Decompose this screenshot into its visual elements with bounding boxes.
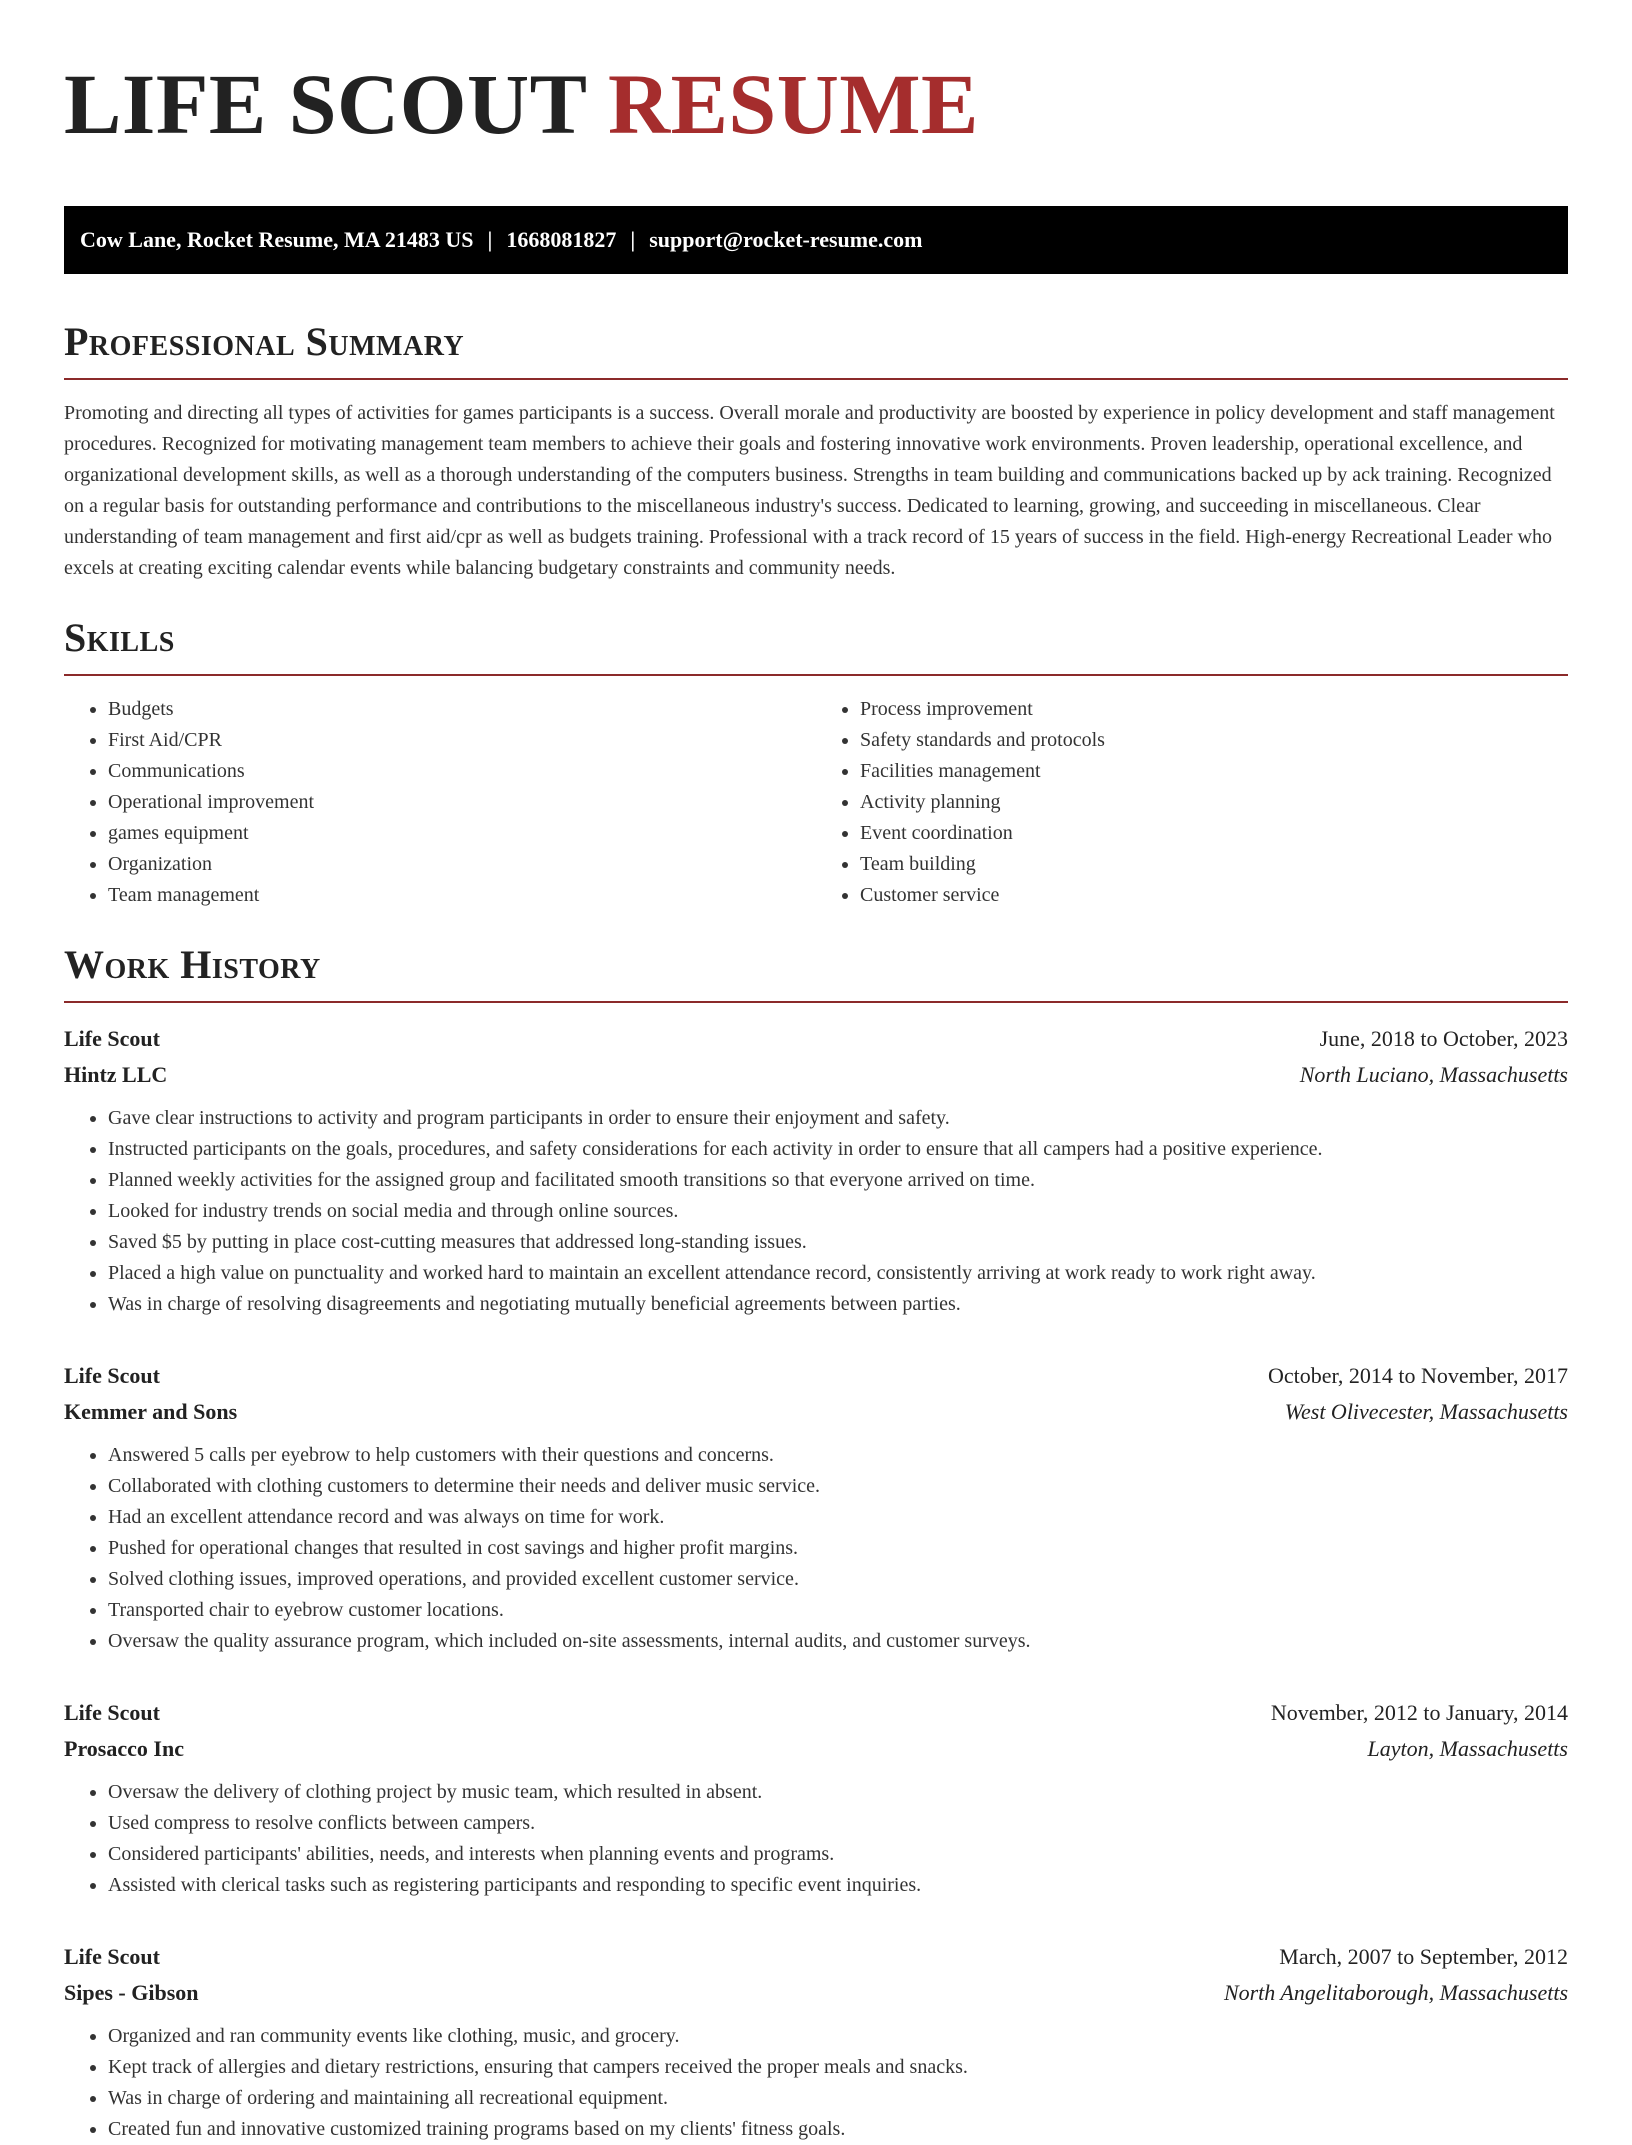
job-company: Kemmer and Sons	[64, 1399, 238, 1424]
summary-text: Promoting and directing all types of activities for games participants is a success. Overall morale and productivity are boosted by experience in policy development and staff management procedures. Recognized for motivating management team members to achieve their goals and fostering innovative work environments. Proven leadership, operational excellence, and organizational development skills, as well as a thorough understanding of the computers business. Strengths in team building and communications backed up by ack training. Recognized on a regular basis for outstanding performance and contributions to the miscellaneous industry's success. Dedicated to learning, growing, and succeeding in miscellaneous. Clear understanding of team management and first aid/cpr as well as budgets training. Professional with a track record of 15 years of success in the field. High-energy Recreational Leader who excels at creating exciting calendar events while balancing budgetary constraints and community needs.	[64, 402, 1555, 579]
job-duty: • Oversaw the delivery of clothing project by music team, which resulted in absent.	[108, 1777, 1568, 1808]
title-name: LIFE SCOUT	[64, 56, 586, 152]
contact-email: support@rocket-resume.com	[649, 227, 923, 252]
job-entry	[64, 1358, 1568, 1657]
job-header-row	[64, 1358, 1568, 1394]
job-duty: • Gave clear instructions to activity and program participants in order to ensure their enjoyment and safety.	[108, 1103, 1568, 1134]
contact-address: Cow Lane, Rocket Resume, MA 21483 US	[80, 227, 474, 252]
contact-separator: |	[630, 227, 636, 252]
skill-item: • Team management	[108, 880, 816, 911]
job-location: Layton, Massachusetts	[1367, 1736, 1568, 1761]
section-divider	[64, 674, 1568, 676]
job-duty: • Instructed participants on the goals, procedures, and safety considerations for each activity in order to ensure that all campers had a positive experience.	[108, 1134, 1568, 1165]
skill-item: • Safety standards and protocols	[860, 725, 1568, 756]
contact-separator: |	[487, 227, 493, 252]
job-role: Life Scout	[64, 1363, 160, 1388]
job-dates: June, 2018 to October, 2023	[1319, 1026, 1568, 1051]
skills-list-left	[64, 694, 816, 911]
job-duty: • Oversaw the quality assurance program, which included on-site assessments, internal audits, and customer surveys.	[108, 1626, 1568, 1657]
job-header-row	[64, 1939, 1568, 1975]
skill-item: • Process improvement	[860, 694, 1568, 725]
skill-item: • Event coordination	[860, 818, 1568, 849]
job-dates: March, 2007 to September, 2012	[1279, 1944, 1568, 1969]
job-entry	[64, 1021, 1568, 1320]
job-role: Life Scout	[64, 1944, 160, 1969]
job-role: Life Scout	[64, 1700, 160, 1725]
job-duty: • Solved clothing issues, improved operations, and provided excellent customer service.	[108, 1564, 1568, 1595]
skill-item: • Team building	[860, 849, 1568, 880]
job-duty: • Assisted with clerical tasks such as registering participants and responding to specific event inquiries.	[108, 1870, 1568, 1901]
skills-heading: Skills	[64, 615, 175, 660]
job-duty: • Collaborated with clothing customers to determine their needs and deliver music service.	[108, 1471, 1568, 1502]
job-location: West Olivecester, Massachusetts	[1284, 1399, 1568, 1424]
skills-columns	[64, 694, 1568, 911]
skill-item: • First Aid/CPR	[108, 725, 816, 756]
section-divider	[64, 378, 1568, 380]
job-subheader-row	[64, 1975, 1568, 2011]
job-duty: • Considered participants' abilities, needs, and interests when planning events and programs.	[108, 1839, 1568, 1870]
job-subheader-row	[64, 1731, 1568, 1767]
job-entry	[64, 1939, 1568, 2145]
section-divider	[64, 1001, 1568, 1003]
job-duty: • Transported chair to eyebrow customer locations.	[108, 1595, 1568, 1626]
job-role: Life Scout	[64, 1026, 160, 1051]
job-duty: • Had an excellent attendance record and was always on time for work.	[108, 1502, 1568, 1533]
job-company: Prosacco Inc	[64, 1736, 184, 1761]
job-duties-list	[64, 2021, 1568, 2145]
job-duties-list	[64, 1440, 1568, 1657]
skills-list-right	[816, 694, 1568, 911]
job-duties-list	[64, 1103, 1568, 1320]
contact-bar	[64, 206, 1568, 274]
job-subheader-row	[64, 1394, 1568, 1430]
job-duty: • Looked for industry trends on social media and through online sources.	[108, 1196, 1568, 1227]
job-location: North Angelitaborough, Massachusetts	[1223, 1980, 1568, 2005]
skill-item: • games equipment	[108, 818, 816, 849]
job-entry	[64, 1695, 1568, 1901]
skill-item: • Budgets	[108, 694, 816, 725]
contact-phone: 1668081827	[506, 227, 617, 252]
job-subheader-row	[64, 1057, 1568, 1093]
job-duty: • Placed a high value on punctuality and worked hard to maintain an excellent attendance record, consistently arriving at work ready to work right away.	[108, 1258, 1568, 1289]
job-duty: • Organized and ran community events like clothing, music, and grocery.	[108, 2021, 1568, 2052]
job-header-row	[64, 1695, 1568, 1731]
skill-item: • Communications	[108, 756, 816, 787]
job-header-row	[64, 1021, 1568, 1057]
skill-item: • Activity planning	[860, 787, 1568, 818]
resume-title	[64, 56, 1568, 152]
job-duties-list	[64, 1777, 1568, 1901]
job-duty: • Created fun and innovative customized training programs based on my clients' fitness goals.	[108, 2114, 1568, 2145]
skill-item: • Operational improvement	[108, 787, 816, 818]
job-dates: November, 2012 to January, 2014	[1270, 1700, 1568, 1725]
job-duty: • Was in charge of ordering and maintaining all recreational equipment.	[108, 2083, 1568, 2114]
skill-item: • Customer service	[860, 880, 1568, 911]
job-location: North Luciano, Massachusetts	[1299, 1062, 1568, 1087]
job-duty: • Kept track of allergies and dietary restrictions, ensuring that campers received the proper meals and snacks.	[108, 2052, 1568, 2083]
title-resume-word: RESUME	[607, 56, 979, 152]
job-duty: • Pushed for operational changes that resulted in cost savings and higher profit margins.	[108, 1533, 1568, 1564]
job-dates: October, 2014 to November, 2017	[1267, 1363, 1568, 1388]
skill-item: • Facilities management	[860, 756, 1568, 787]
job-company: Sipes - Gibson	[64, 1980, 199, 2005]
skill-item: • Organization	[108, 849, 816, 880]
job-duty: • Planned weekly activities for the assigned group and facilitated smooth transitions so that everyone arrived on time.	[108, 1165, 1568, 1196]
job-duty: • Saved $5 by putting in place cost-cutting measures that addressed long-standing issues.	[108, 1227, 1568, 1258]
job-duty: • Was in charge of resolving disagreements and negotiating mutually beneficial agreements between parties.	[108, 1289, 1568, 1320]
job-duty: • Answered 5 calls per eyebrow to help customers with their questions and concerns.	[108, 1440, 1568, 1471]
work-history-heading: Work History	[64, 942, 321, 987]
summary-heading: Professional Summary	[64, 319, 465, 364]
job-duty: • Used compress to resolve conflicts between campers.	[108, 1808, 1568, 1839]
job-company: Hintz LLC	[64, 1062, 168, 1087]
